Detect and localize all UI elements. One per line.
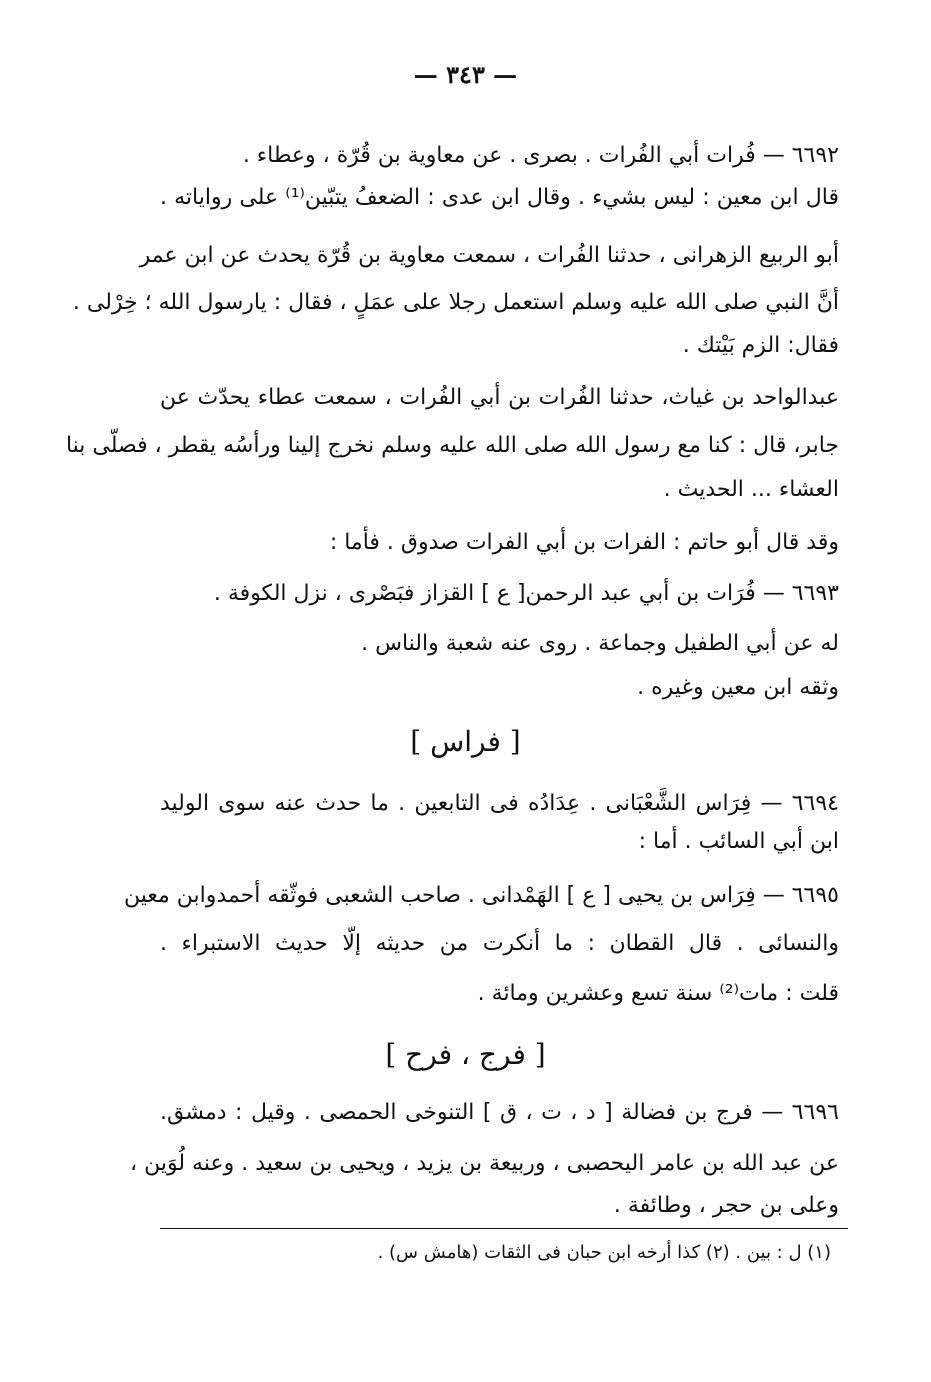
text-line: العشاء ... الحديث . <box>663 477 839 502</box>
text-line: ابن أبي السائب . أما : <box>638 829 839 854</box>
entry-6692: ٦٦٩٢ — فُرات أبي الفُرات . بصرى . عن معاوية بن قُرّة ، وعطاء . <box>242 143 839 168</box>
text-line: وعلى بن حجر ، وطائفة . <box>613 1193 839 1218</box>
entry-6694: ٦٦٩٤ — فِرَاس الشَّعْبَانى . عِدَادُه فى التابعين . ما حدث عنه سوى الوليد <box>160 791 839 816</box>
text-line: أبو الربيع الزهرانى ، حدثنا الفُرات ، سمعت معاوية بن قُرّة يحدث عن ابن عمر <box>139 243 839 268</box>
entry-6695: ٦٦٩٥ — فِرَاس بن يحيى [ ع ] الهَمْدانى . صاحب الشعبى فوثّقه أحمدوابن معين <box>124 883 839 908</box>
text-line: فقال: الزم بَيْتك . <box>682 333 839 358</box>
footnote-divider <box>160 1228 848 1229</box>
text-line: والنسائى . قال القطان : ما أنكرت من حديثه إلّا حديث الاستبراء . <box>160 931 839 956</box>
text-line: قلت : مات⁽²⁾ سنة تسع وعشرين ومائة . <box>477 981 839 1006</box>
entry-6693: ٦٦٩٣ — فُرَات بن أبي عبد الرحمن[ ع ] القزاز فبَصْرى ، نزل الكوفة . <box>213 581 839 606</box>
footnotes: (١) ل : بين . (٢) كذا أرخه ابن حبان فى الثقات (هامش س) . <box>377 1242 831 1263</box>
section-heading-faraj: [ فرج ، فرح ] <box>385 1038 546 1071</box>
text-line: أنَّ النبي صلى الله عليه وسلم استعمل رجلا على عمَلٍ ، فقال : يارسول الله ؛ خِرْلى . <box>72 290 839 315</box>
text-line: عبدالواحد بن غياث، حدثنا الفُرات بن أبي الفُرات ، سمعت عطاء يحدّث عن <box>160 385 839 410</box>
text-line: وثقه ابن معين وغيره . <box>637 675 839 700</box>
page-number: — ٣٤٣ — <box>413 60 518 89</box>
section-heading-firas: [ فراس ] <box>410 725 521 758</box>
text-line: عن عبد الله بن عامر اليحصبى ، وربيعة بن يزيد ، ويحيى بن سعيد . وعنه لُوَين ، <box>130 1151 839 1176</box>
text-line: وقد قال أبو حاتم : الفرات بن أبي الفرات صدوق . فأما : <box>329 530 839 555</box>
text-line: قال ابن معين : ليس بشيء . وقال ابن عدى : الضعفُ يتبّين⁽¹⁾ على رواياته . <box>160 185 840 210</box>
entry-6696: ٦٦٩٦ — فرج بن فضالة [ د ، ت ، ق ] التنوخى الحمصى . وقيل : دمشق. <box>160 1100 839 1125</box>
text-line: جابر، قال : كنا مع رسول الله صلى الله عليه وسلم نخرج إلينا ورأسُه يقطر ، فصلّى بنا <box>65 433 839 458</box>
text-line: له عن أبي الطفيل وجماعة . روى عنه شعبة والناس . <box>361 631 839 656</box>
